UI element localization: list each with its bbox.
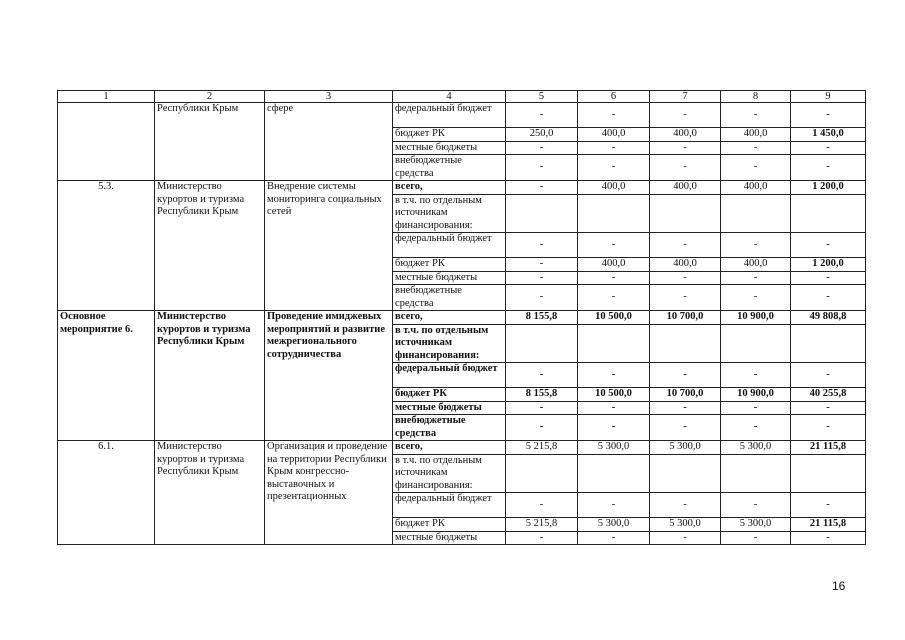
total-cell: 40 255,8: [791, 388, 866, 402]
source-label: внебюджетные средства: [393, 285, 506, 311]
value-cell: -: [721, 155, 791, 181]
table-row: [58, 103, 866, 128]
source-label: всего,: [393, 181, 506, 195]
value-cell: -: [578, 103, 650, 128]
value-cell: -: [578, 233, 650, 258]
value-cell: -: [506, 103, 578, 128]
table-row: [58, 441, 866, 455]
header-cell-8: 8: [721, 91, 791, 103]
value-cell: -: [506, 363, 578, 388]
header-cell-7: 7: [650, 91, 721, 103]
value-cell: 10 700,0: [650, 388, 721, 402]
source-label: федеральный бюджет: [393, 233, 506, 258]
value-cell: -: [506, 415, 578, 441]
value-cell: [650, 194, 721, 233]
total-cell: -: [791, 271, 866, 285]
value-cell: 5 300,0: [578, 518, 650, 532]
total-cell: -: [791, 285, 866, 311]
total-cell: 21 115,8: [791, 518, 866, 532]
value-cell: -: [578, 271, 650, 285]
value-cell: -: [650, 271, 721, 285]
total-cell: [791, 194, 866, 233]
value-cell: -: [650, 103, 721, 128]
value-cell: -: [650, 233, 721, 258]
value-cell: [721, 324, 791, 363]
value-cell: 5 215,8: [506, 518, 578, 532]
value-cell: 10 700,0: [650, 311, 721, 325]
value-cell: -: [506, 401, 578, 415]
source-label: местные бюджеты: [393, 531, 506, 545]
activity-cell: Проведение имиджевых мероприятий и развитие межрегионального сотрудничества: [265, 311, 393, 441]
value-cell: 400,0: [650, 258, 721, 272]
source-label: федеральный бюджет: [393, 493, 506, 518]
executor-cell: Министерство курортов и туризма Республики Крым: [155, 311, 265, 441]
total-cell: -: [791, 103, 866, 128]
value-cell: -: [506, 233, 578, 258]
value-cell: -: [650, 363, 721, 388]
value-cell: 8 155,8: [506, 388, 578, 402]
total-cell: -: [791, 493, 866, 518]
value-cell: -: [650, 155, 721, 181]
total-cell: -: [791, 401, 866, 415]
source-label: местные бюджеты: [393, 401, 506, 415]
value-cell: -: [578, 141, 650, 155]
value-cell: -: [506, 271, 578, 285]
source-label: бюджет РК: [393, 518, 506, 532]
total-cell: 1 200,0: [791, 258, 866, 272]
source-label: внебюджетные средства: [393, 155, 506, 181]
total-cell: -: [791, 415, 866, 441]
table-row: [58, 311, 866, 325]
value-cell: -: [650, 401, 721, 415]
value-cell: 400,0: [721, 128, 791, 142]
value-cell: -: [506, 155, 578, 181]
value-cell: [578, 324, 650, 363]
value-cell: [506, 194, 578, 233]
total-cell: -: [791, 233, 866, 258]
header-cell-6: 6: [578, 91, 650, 103]
row-number: Основное мероприятие 6.: [58, 311, 155, 441]
page-number: 16: [832, 579, 846, 593]
value-cell: -: [721, 103, 791, 128]
source-label: федеральный бюджет: [393, 103, 506, 128]
value-cell: 5 300,0: [650, 518, 721, 532]
row-number: 6.1.: [58, 441, 155, 545]
value-cell: -: [721, 285, 791, 311]
value-cell: 400,0: [650, 128, 721, 142]
value-cell: -: [506, 531, 578, 545]
value-cell: [506, 454, 578, 493]
value-cell: -: [721, 271, 791, 285]
value-cell: -: [721, 233, 791, 258]
value-cell: -: [650, 493, 721, 518]
source-label: местные бюджеты: [393, 141, 506, 155]
value-cell: 5 300,0: [650, 441, 721, 455]
value-cell: 5 215,8: [506, 441, 578, 455]
header-cell-5: 5: [506, 91, 578, 103]
activity-cell: Внедрение системы мониторинга социальных сетей: [265, 181, 393, 311]
source-label: федеральный бюджет: [393, 363, 506, 388]
value-cell: -: [650, 415, 721, 441]
value-cell: -: [578, 415, 650, 441]
value-cell: 400,0: [578, 258, 650, 272]
value-cell: 10 500,0: [578, 388, 650, 402]
source-label: в т.ч. по отдельным источникам финансирования:: [393, 324, 506, 363]
executor-cell: Республики Крым: [155, 103, 265, 181]
executor-cell: Министерство курортов и туризма Республики Крым: [155, 181, 265, 311]
source-label: бюджет РК: [393, 258, 506, 272]
value-cell: -: [721, 363, 791, 388]
value-cell: [506, 324, 578, 363]
value-cell: -: [721, 493, 791, 518]
value-cell: 10 500,0: [578, 311, 650, 325]
source-label: всего,: [393, 441, 506, 455]
value-cell: 10 900,0: [721, 311, 791, 325]
value-cell: -: [578, 363, 650, 388]
value-cell: 400,0: [578, 128, 650, 142]
source-label: в т.ч. по отдельным источникам финансирования:: [393, 454, 506, 493]
value-cell: -: [650, 285, 721, 311]
value-cell: -: [650, 141, 721, 155]
header-cell-3: 3: [265, 91, 393, 103]
total-cell: 1 450,0: [791, 128, 866, 142]
value-cell: [650, 324, 721, 363]
total-cell: [791, 324, 866, 363]
total-cell: 49 808,8: [791, 311, 866, 325]
value-cell: -: [650, 531, 721, 545]
value-cell: -: [506, 181, 578, 195]
total-cell: [791, 454, 866, 493]
value-cell: [578, 194, 650, 233]
executor-cell: Министерство курортов и туризма Республики Крым: [155, 441, 265, 545]
value-cell: -: [578, 401, 650, 415]
value-cell: [721, 194, 791, 233]
value-cell: 5 300,0: [721, 441, 791, 455]
value-cell: [721, 454, 791, 493]
value-cell: -: [506, 258, 578, 272]
activity-cell: Организация и проведение на территории Республики Крым конгрессно-выставочных и презентационных: [265, 441, 393, 545]
value-cell: -: [578, 531, 650, 545]
header-cell-9: 9: [791, 91, 866, 103]
activity-cell: сфере: [265, 103, 393, 181]
source-label: местные бюджеты: [393, 271, 506, 285]
budget-table: [57, 90, 866, 545]
total-cell: -: [791, 155, 866, 181]
header-cell-1: 1: [58, 91, 155, 103]
value-cell: [650, 454, 721, 493]
header-cell-2: 2: [155, 91, 265, 103]
value-cell: -: [506, 141, 578, 155]
source-label: бюджет РК: [393, 388, 506, 402]
row-number: [58, 103, 155, 181]
total-cell: -: [791, 141, 866, 155]
source-label: в т.ч. по отдельным источникам финансирования:: [393, 194, 506, 233]
value-cell: -: [578, 285, 650, 311]
total-cell: -: [791, 363, 866, 388]
source-label: внебюджетные средства: [393, 415, 506, 441]
value-cell: 400,0: [578, 181, 650, 195]
value-cell: 400,0: [721, 258, 791, 272]
value-cell: -: [578, 493, 650, 518]
table-row: [58, 181, 866, 195]
value-cell: [578, 454, 650, 493]
total-cell: 1 200,0: [791, 181, 866, 195]
value-cell: -: [721, 531, 791, 545]
source-label: бюджет РК: [393, 128, 506, 142]
value-cell: 8 155,8: [506, 311, 578, 325]
row-number: 5.3.: [58, 181, 155, 311]
header-cell-4: 4: [393, 91, 506, 103]
value-cell: -: [506, 493, 578, 518]
value-cell: -: [721, 141, 791, 155]
source-label: всего,: [393, 311, 506, 325]
total-cell: -: [791, 531, 866, 545]
value-cell: 250,0: [506, 128, 578, 142]
value-cell: -: [721, 401, 791, 415]
value-cell: 5 300,0: [578, 441, 650, 455]
value-cell: 10 900,0: [721, 388, 791, 402]
value-cell: 5 300,0: [721, 518, 791, 532]
header-row: [58, 91, 866, 103]
value-cell: -: [506, 285, 578, 311]
value-cell: 400,0: [721, 181, 791, 195]
total-cell: 21 115,8: [791, 441, 866, 455]
value-cell: -: [721, 415, 791, 441]
value-cell: 400,0: [650, 181, 721, 195]
value-cell: -: [578, 155, 650, 181]
